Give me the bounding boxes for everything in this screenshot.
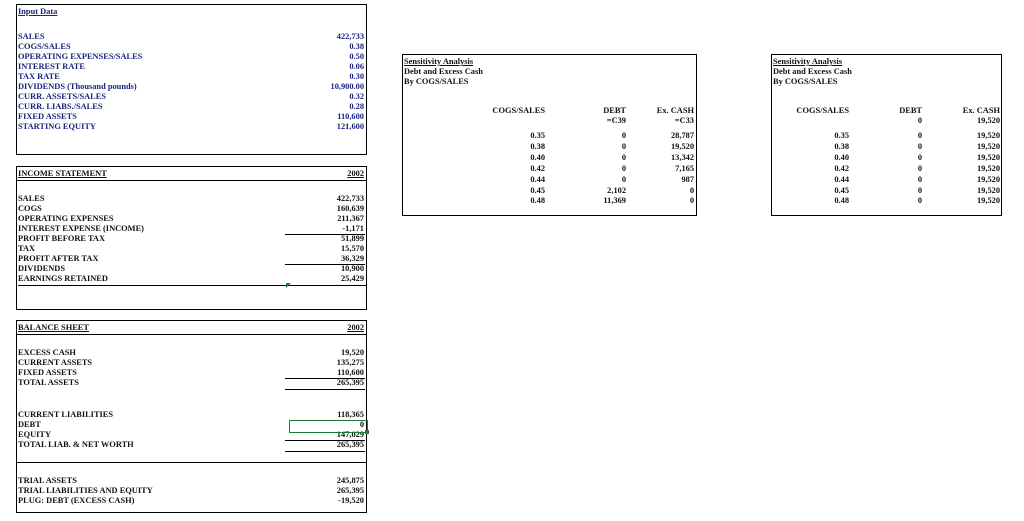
data-cell[interactable]: 19,520 <box>976 164 1000 173</box>
input-data-title[interactable]: Input Data <box>18 7 58 16</box>
sensitivity-subtitle[interactable]: By COGS/SALES <box>773 77 838 86</box>
input-value[interactable]: 0.50 <box>349 52 364 61</box>
sensitivity-title[interactable]: Sensitivity Analysis <box>404 57 474 66</box>
input-label[interactable]: CURR. ASSETS/SALES <box>18 92 106 101</box>
balance-value[interactable]: -19,520 <box>338 496 364 505</box>
data-cell[interactable]: 0 <box>917 175 922 184</box>
data-cell[interactable]: 0.35 <box>530 131 545 140</box>
input-label[interactable]: CURR. LIABS./SALES <box>18 102 103 111</box>
subtotal-line <box>285 440 365 441</box>
balance-value[interactable]: 0 <box>359 420 364 429</box>
data-cell[interactable]: 0 <box>917 142 922 151</box>
balance-label[interactable]: DEBT <box>18 420 41 429</box>
data-cell[interactable]: 0 <box>917 164 922 173</box>
data-cell[interactable]: 28,787 <box>670 131 694 140</box>
income-label[interactable]: DIVIDENDS <box>18 264 66 273</box>
input-label[interactable]: INTEREST RATE <box>18 62 85 71</box>
balance-value[interactable]: 110,600 <box>337 368 364 377</box>
balance-value[interactable]: 265,395 <box>336 378 364 387</box>
data-cell[interactable]: 0 <box>689 196 694 205</box>
formula-cell[interactable]: 0 <box>917 116 922 125</box>
data-cell[interactable]: 0.44 <box>530 175 545 184</box>
input-value[interactable]: 121,600 <box>336 122 364 131</box>
subtotal-line <box>285 389 365 390</box>
input-label[interactable]: SALES <box>18 32 45 41</box>
balance-label[interactable]: TRIAL LIABILITIES AND EQUITY <box>18 486 153 495</box>
sensitivity-subtitle[interactable]: By COGS/SALES <box>404 77 469 86</box>
input-value[interactable]: 10,900.00 <box>330 82 364 91</box>
balance-value[interactable]: 265,395 <box>336 486 364 495</box>
balance-label[interactable]: TRIAL ASSETS <box>18 476 77 485</box>
input-value[interactable]: 110,600 <box>337 112 364 121</box>
income-value[interactable]: 36,329 <box>340 254 364 263</box>
data-cell[interactable]: 0.40 <box>834 153 849 162</box>
income-value[interactable]: 15,570 <box>340 244 364 253</box>
sensitivity-subtitle[interactable]: Debt and Excess Cash <box>404 67 483 76</box>
input-value[interactable]: 0.38 <box>349 42 364 51</box>
selected-cell-debt[interactable] <box>289 420 368 433</box>
balance-label[interactable]: TOTAL LIAB. & NET WORTH <box>18 440 134 449</box>
income-value[interactable]: 51,899 <box>340 234 364 243</box>
input-value[interactable]: 0.28 <box>349 102 364 111</box>
balance-label[interactable]: TOTAL ASSETS <box>18 378 79 387</box>
data-cell[interactable]: 19,520 <box>976 142 1000 151</box>
input-label[interactable]: FIXED ASSETS <box>18 112 77 121</box>
income-value[interactable]: 160,639 <box>336 204 364 213</box>
balance-label[interactable]: FIXED ASSETS <box>18 368 77 377</box>
data-cell[interactable]: 0 <box>917 153 922 162</box>
data-cell[interactable]: 0 <box>917 196 922 205</box>
subtotal-line <box>18 285 367 286</box>
input-value[interactable]: 0.30 <box>349 72 364 81</box>
balance-value[interactable]: 245,875 <box>336 476 364 485</box>
income-label[interactable]: PROFIT BEFORE TAX <box>18 234 106 243</box>
balance-value[interactable]: 135,275 <box>336 358 364 367</box>
sensitivity-subtitle[interactable]: Debt and Excess Cash <box>773 67 852 76</box>
income-value[interactable]: -1,171 <box>342 224 364 233</box>
title-divider <box>16 334 367 335</box>
formula-cell[interactable]: =C33 <box>674 116 694 125</box>
data-cell[interactable]: 0.35 <box>834 131 849 140</box>
data-cell[interactable]: 0.48 <box>834 196 849 205</box>
input-label[interactable]: TAX RATE <box>18 72 60 81</box>
formula-cell[interactable]: 19,520 <box>976 116 1000 125</box>
data-cell[interactable]: 0 <box>621 164 626 173</box>
data-cell[interactable]: 2,102 <box>607 186 626 195</box>
column-header[interactable]: COGS/SALES <box>796 106 849 115</box>
data-cell[interactable]: 7,165 <box>675 164 694 173</box>
data-cell[interactable]: 19,520 <box>976 196 1000 205</box>
data-cell[interactable]: 0 <box>917 186 922 195</box>
income-value[interactable]: 10,900 <box>340 264 364 273</box>
data-cell[interactable]: 0 <box>621 142 626 151</box>
data-cell[interactable]: 0 <box>621 175 626 184</box>
income-value[interactable]: 422,733 <box>336 194 364 203</box>
title-divider <box>16 180 367 181</box>
data-cell[interactable]: 19,520 <box>976 153 1000 162</box>
balance-label[interactable]: CURRENT LIABILITIES <box>18 410 114 419</box>
balance-value[interactable]: 265,395 <box>336 440 364 449</box>
income-label[interactable]: EARNINGS RETAINED <box>18 274 108 283</box>
income-label[interactable]: PROFIT AFTER TAX <box>18 254 99 263</box>
income-statement-title[interactable]: INCOME STATEMENT <box>18 169 107 178</box>
data-cell[interactable]: 0 <box>621 153 626 162</box>
income-year[interactable]: 2002 <box>347 169 364 178</box>
section-divider <box>16 462 367 463</box>
input-label[interactable]: COGS/SALES <box>18 42 71 51</box>
data-cell[interactable]: 19,520 <box>976 186 1000 195</box>
subtotal-line <box>285 378 365 379</box>
column-header[interactable]: DEBT <box>899 106 922 115</box>
data-cell[interactable]: 0.45 <box>530 186 545 195</box>
data-cell[interactable]: 19,520 <box>670 142 694 151</box>
data-cell[interactable]: 0.42 <box>834 164 849 173</box>
income-label[interactable]: TAX <box>18 244 36 253</box>
data-cell[interactable]: 987 <box>681 175 694 184</box>
column-header[interactable]: Ex. CASH <box>656 106 694 115</box>
sensitivity-title[interactable]: Sensitivity Analysis <box>773 57 843 66</box>
balance-label[interactable]: EXCESS CASH <box>18 348 76 357</box>
formula-cell[interactable]: =C39 <box>606 116 626 125</box>
balance-label[interactable]: PLUG: DEBT (EXCESS CASH) <box>18 496 135 505</box>
input-label[interactable]: STARTING EQUITY <box>18 122 96 131</box>
input-value[interactable]: 0.06 <box>349 62 364 71</box>
data-cell[interactable]: 13,342 <box>670 153 694 162</box>
data-cell[interactable]: 0.38 <box>834 142 849 151</box>
balance-label[interactable]: CURRENT ASSETS <box>18 358 93 367</box>
fill-handle[interactable] <box>365 430 369 434</box>
balance-value[interactable]: 118,365 <box>337 410 364 419</box>
data-cell[interactable]: 0.45 <box>834 186 849 195</box>
data-cell[interactable]: 0.38 <box>530 142 545 151</box>
data-cell[interactable]: 0.44 <box>834 175 849 184</box>
subtotal-line <box>285 234 365 235</box>
income-label[interactable]: INTEREST EXPENSE (INCOME) <box>18 224 144 233</box>
balance-sheet-title[interactable]: BALANCE SHEET <box>18 323 89 332</box>
subtotal-line <box>285 264 365 265</box>
income-label[interactable]: OPERATING EXPENSES <box>18 214 114 223</box>
input-label[interactable]: DIVIDENDS (Thousand pounds) <box>18 82 137 91</box>
balance-label[interactable]: EQUITY <box>18 430 52 439</box>
column-header[interactable]: Ex. CASH <box>962 106 1000 115</box>
data-cell[interactable]: 0 <box>621 131 626 140</box>
subtotal-line <box>285 451 365 452</box>
balance-value[interactable]: 19,520 <box>340 348 364 357</box>
balance-value[interactable]: 147,029 <box>336 430 364 439</box>
income-value[interactable]: 211,367 <box>337 214 364 223</box>
input-label[interactable]: OPERATING EXPENSES/SALES <box>18 52 143 61</box>
data-cell[interactable]: 11,369 <box>603 196 626 205</box>
column-header[interactable]: COGS/SALES <box>492 106 545 115</box>
data-cell[interactable]: 0.40 <box>530 153 545 162</box>
income-value[interactable]: 25,429 <box>340 274 364 283</box>
data-cell[interactable]: 19,520 <box>976 175 1000 184</box>
data-cell[interactable]: 0.42 <box>530 164 545 173</box>
income-label[interactable]: COGS <box>18 204 42 213</box>
data-cell[interactable]: 0.48 <box>530 196 545 205</box>
input-value[interactable]: 422,733 <box>336 32 364 41</box>
data-cell[interactable]: 0 <box>689 186 694 195</box>
income-label[interactable]: SALES <box>18 194 45 203</box>
column-header[interactable]: DEBT <box>603 106 626 115</box>
balance-year[interactable]: 2002 <box>347 323 364 332</box>
data-cell[interactable]: 19,520 <box>976 131 1000 140</box>
input-value[interactable]: 0.32 <box>349 92 364 101</box>
error-indicator-icon <box>286 283 291 288</box>
data-cell[interactable]: 0 <box>917 131 922 140</box>
